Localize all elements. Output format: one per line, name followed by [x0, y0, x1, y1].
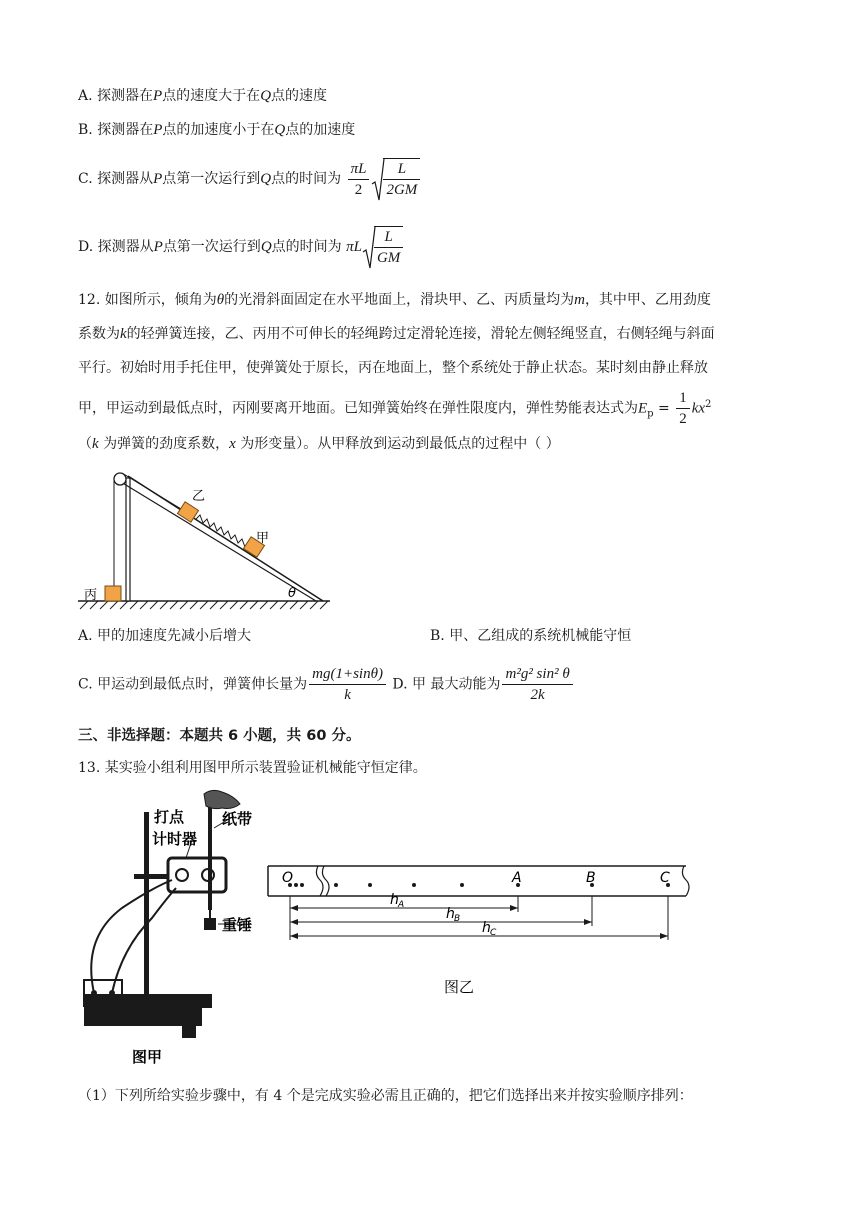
label-jia: 甲	[256, 531, 270, 546]
point-p-label: P	[153, 122, 163, 138]
q11-option-b-end: 点的加速度	[285, 122, 356, 138]
radical-sign-icon	[362, 226, 376, 270]
fraction-numerator: L	[374, 227, 403, 248]
hand-icon	[204, 790, 240, 808]
label-tape: 纸带	[222, 810, 253, 828]
q12-text: 的轻弹簧连接，乙、丙用不可伸长的轻绳跨过定滑轮连接，滑轮左侧轻绳竖直，右侧轻绳与斜面	[126, 326, 715, 342]
ha-subscript: A	[398, 900, 405, 910]
q12-text: 为弹簧的劲度系数，	[98, 436, 230, 452]
q11-option-d	[78, 226, 403, 268]
kx-symbol: kx	[691, 400, 706, 417]
label-timer-line2: 计时器	[152, 830, 198, 848]
theta-symbol: θ	[216, 292, 225, 308]
hc-subscript: C	[490, 928, 497, 938]
hc-label: h	[482, 920, 491, 936]
hb-subscript: B	[454, 914, 461, 924]
point-p-label: P	[153, 239, 163, 255]
q12-d-fraction	[502, 664, 572, 705]
fraction-denominator: k	[344, 687, 351, 703]
incline-underside	[121, 482, 316, 601]
q11-option-d-text: D. 探测器从	[78, 239, 154, 255]
k-symbol: k	[92, 436, 99, 452]
fraction-numerator: mg(1+sinθ)	[309, 664, 386, 685]
tape-figure	[266, 860, 696, 1000]
q11-c-sqrt	[371, 158, 420, 200]
fraction-denominator: 2GM	[386, 182, 418, 198]
point-p-label: P	[153, 88, 163, 104]
q13-part-1: （1）下列所给实验步骤中，有 4 个是完成实验必需且正确的，把它们选择出来并按实验顺序排列：	[78, 1088, 693, 1104]
q12-line-5	[78, 434, 560, 454]
q12-text: 系数为	[78, 326, 120, 342]
weight-icon	[204, 918, 216, 930]
spring-icon	[196, 515, 250, 547]
fraction-numerator: πL	[348, 159, 370, 180]
q12-text: 甲，甲运动到最低点时，丙刚要离开地面。已知弹簧始终在弹性限度内，弹性势能表达式为	[78, 400, 638, 417]
q11-option-c-mid: 点第一次运行到	[162, 171, 261, 187]
q12-line-1	[78, 290, 711, 310]
q12-option-d-text: D. 甲 最大动能为	[392, 676, 501, 693]
q11-c-fraction	[348, 159, 370, 200]
q11-option-b-text: B. 探测器在	[78, 122, 154, 138]
q12-option-c-d	[78, 664, 575, 705]
figure-b-caption: 图乙	[444, 978, 475, 996]
q11-option-a-mid: 点的速度大于在	[162, 88, 261, 104]
q12-line-4	[78, 388, 711, 429]
incline-figure	[78, 468, 338, 616]
energy-subscript: p	[647, 408, 654, 420]
apparatus-figure	[82, 788, 262, 1068]
q11-option-c	[78, 158, 420, 200]
point-c-label: C	[660, 870, 670, 886]
point-o-label: O	[282, 870, 294, 886]
point-q-label: Q	[274, 122, 286, 138]
label-timer-line1: 打点	[154, 808, 185, 826]
section-heading: 三、非选择题：本题共 6 小题，共 60 分。	[78, 728, 361, 744]
x-symbol: x	[229, 436, 236, 452]
ha-label: h	[390, 892, 399, 908]
fraction-denominator: GM	[376, 250, 401, 266]
figure-a-caption: 图甲	[132, 1048, 163, 1066]
rope-incline	[122, 473, 186, 512]
half-fraction	[676, 388, 690, 429]
equals-sign: =	[653, 400, 675, 417]
table-top	[84, 994, 212, 1008]
wire-1	[91, 880, 172, 993]
q12-text: （	[78, 436, 92, 452]
fraction-numerator: 1	[676, 388, 690, 409]
q12-line-3	[78, 358, 708, 378]
q11-option-a-text: A. 探测器在	[78, 88, 154, 104]
q12-text: ，其中甲、乙用劲度	[584, 292, 711, 308]
q12-text: 平行。初始时用手托住甲，使弹簧处于原长，丙在地面上，整个系统处于静止状态。某时刻由静止释放	[78, 360, 708, 376]
fraction-denominator: 2k	[530, 687, 545, 703]
fraction-numerator: m²g² sin² θ	[502, 664, 572, 685]
q13-stem: 13. 某实验小组利用图甲所示装置验证机械能守恒定律。	[78, 760, 427, 776]
exponent: 2	[705, 398, 712, 410]
hb-label: h	[446, 906, 455, 922]
fraction-denominator: 2	[354, 181, 363, 198]
mass-symbol: m	[574, 292, 585, 308]
table-body	[84, 1008, 202, 1026]
q11-option-b	[78, 120, 355, 140]
label-bing: 丙	[84, 588, 98, 603]
q11-option-c-text: C. 探测器从	[78, 171, 154, 187]
label-weight: 重锤	[222, 916, 253, 934]
q11-option-d-mid: 点第一次运行到	[162, 239, 261, 255]
q11-option-d-end: 点的时间为	[271, 239, 342, 255]
tape-dots	[288, 883, 670, 887]
point-a-label: A	[512, 870, 522, 886]
fraction-numerator: L	[383, 159, 420, 180]
point-q-label: Q	[260, 239, 272, 255]
vertical-support	[126, 478, 130, 601]
k-symbol: k	[120, 326, 127, 342]
point-p-label: P	[153, 171, 163, 187]
stand-rod	[144, 812, 149, 996]
energy-symbol: E	[638, 400, 648, 417]
paper-tape	[208, 802, 212, 910]
q11-option-c-end: 点的时间为	[271, 171, 342, 187]
ground-hatching	[80, 601, 328, 609]
q12-text: 的光滑斜面固定在水平地面上，滑块甲、乙、丙质量均为	[224, 292, 575, 308]
point-b-label: B	[586, 870, 596, 886]
q12-line-2	[78, 324, 715, 344]
q12-option-a: A. 甲的加速度先减小后增大	[78, 628, 252, 644]
q11-option-a-end: 点的速度	[271, 88, 328, 104]
q12-option-c-text: C. 甲运动到最低点时，弹簧伸长量为	[78, 676, 308, 693]
label-theta: θ	[288, 586, 296, 601]
q12-c-fraction	[309, 664, 386, 705]
point-q-label: Q	[260, 88, 272, 104]
q11-d-sqrt	[362, 226, 403, 268]
q12-option-b: B. 甲、乙组成的系统机械能守恒	[430, 628, 632, 644]
radical-sign-icon	[371, 158, 385, 202]
q11-option-b-mid: 点的加速度小于在	[162, 122, 275, 138]
block-bing	[105, 586, 121, 601]
q11-d-coefficient: πL	[346, 239, 362, 255]
point-q-label: Q	[260, 171, 272, 187]
q12-text: 为形变量）。从甲释放到运动到最低点的过程中（ ）	[235, 436, 560, 452]
q11-option-a	[78, 86, 327, 106]
label-yi: 乙	[192, 489, 206, 504]
fraction-denominator: 2	[679, 411, 687, 427]
q12-text: 12. 如图所示，倾角为	[78, 292, 217, 308]
